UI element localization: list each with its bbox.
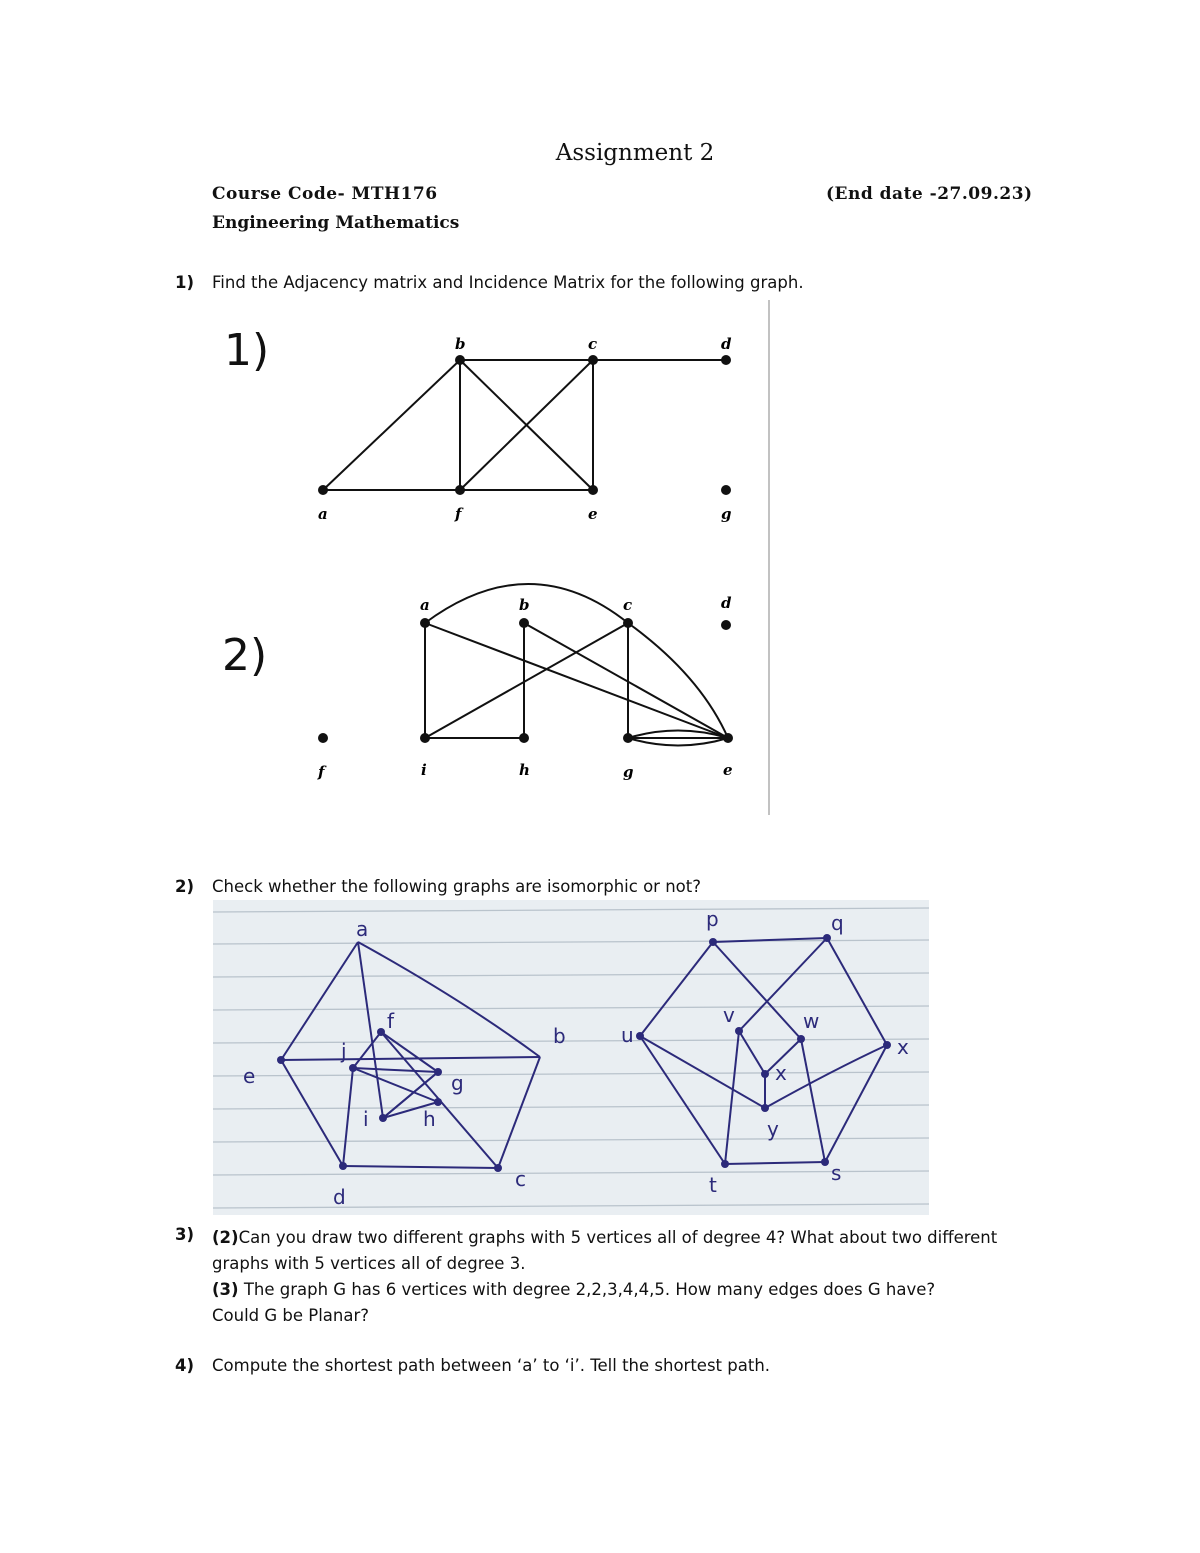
iso-label-v: v [723,1003,735,1027]
iso-label-w: w [803,1009,820,1033]
g2-label-i: i [421,761,427,779]
iso-label-d: d [333,1185,346,1209]
graph-2-marker: 2) [222,630,268,681]
g2-label-c: c [623,596,633,614]
g1-label-d: d [721,335,732,353]
question-4-text: Compute the shortest path between ‘a’ to ‘i’. Tell the shortest path. [212,1356,771,1375]
g1-label-b: b [455,335,466,353]
question-3-text [212,1225,997,1329]
iso-label-e: e [243,1064,256,1088]
iso-label-c: c [515,1167,526,1191]
figure-1-graphs [210,295,780,820]
iso-label-y: y [767,1117,779,1141]
iso-label-i: i [363,1107,369,1131]
iso-label-q: q [831,911,844,935]
page-title: Assignment 2 [555,140,715,166]
g2-label-d: d [721,594,732,612]
iso-label-g: g [451,1071,464,1095]
g2-label-a: a [420,596,430,614]
question-1-text: Find the Adjacency matrix and Incidence Matrix for the following graph. [212,273,804,292]
g2-label-h: h [519,761,530,779]
iso-label-h: h [423,1107,436,1131]
end-date: (End date -27.09.23) [826,184,1033,204]
question-2-number: 2) [175,877,195,896]
graph-1-edges [323,360,726,490]
question-3-part-a-line1 [212,1225,997,1251]
course-code: Course Code- MTH176 [212,184,438,204]
g2-label-e: e [723,761,733,779]
graph-1-marker: 1) [224,325,270,376]
g1-label-e: e [588,505,598,523]
g2-label-f: f [318,763,325,781]
question-3-part-b-text: The graph G has 6 vertices with degree 2,2,3,4,4,5. How many edges does G have? [238,1280,936,1299]
g1-label-c: c [588,335,598,353]
question-3-part-b-line1 [212,1277,997,1303]
g2-label-g: g [623,763,634,781]
ruled-paper [213,900,929,1215]
iso-label-t: t [709,1173,717,1197]
figure-2-handwritten-graphs [213,900,929,1215]
question-3-part-b-label: (3) [212,1280,239,1299]
question-3-part-a-line2: graphs with 5 vertices all of degree 3. [212,1254,526,1273]
iso-label-p: p [706,907,719,931]
iso-label-s: s [831,1161,842,1185]
g2-label-b: b [519,596,530,614]
graph-1-vertices [318,355,731,495]
g1-label-a: a [318,505,328,523]
question-2-text: Check whether the following graphs are isomorphic or not? [212,877,701,896]
question-3-part-a-text: Can you draw two different graphs with 5 vertices all of degree 4? What about two different [238,1228,998,1247]
question-4-number: 4) [175,1356,195,1375]
iso-label-j: j [341,1039,347,1063]
iso-label-x: x [775,1061,787,1085]
question-3-part-a-label: (2) [212,1228,239,1247]
g1-label-g: g [721,505,732,523]
iso-label-f: f [387,1009,395,1033]
question-3-number: 3) [175,1225,195,1244]
graph-2-edges [425,584,728,746]
question-3-part-b-line2: Could G be Planar? [212,1306,370,1325]
iso-label-u: u [621,1023,634,1047]
iso-label-a: a [356,917,369,941]
iso-label-r: x [897,1035,909,1059]
g1-label-f: f [455,505,462,523]
iso-label-b: b [553,1024,566,1048]
subject-name: Engineering Mathematics [212,213,460,233]
question-1-number: 1) [175,273,195,292]
